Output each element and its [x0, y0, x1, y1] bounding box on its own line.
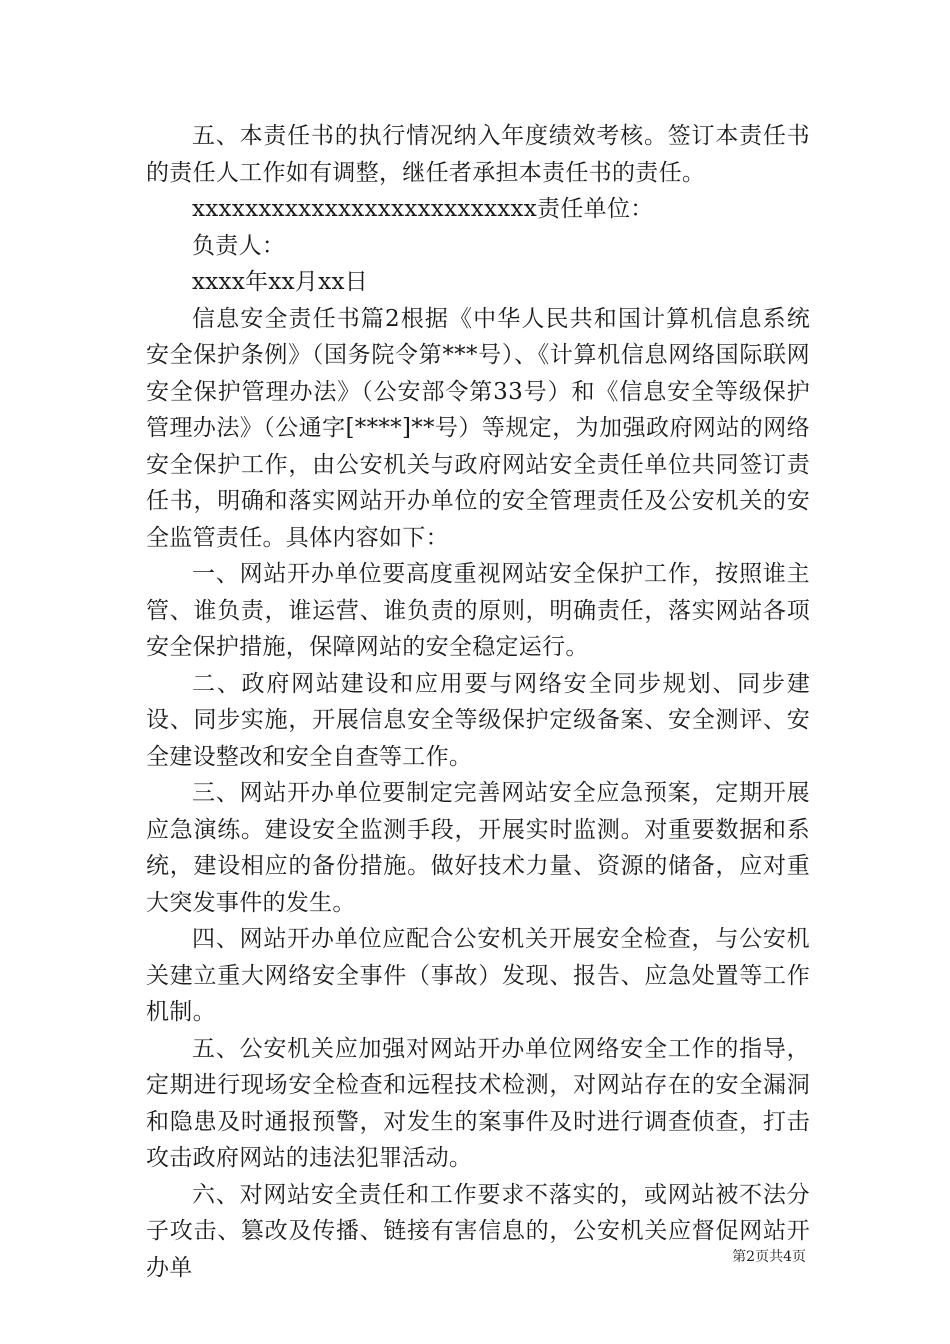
paragraph-item-1: 一、网站开办单位要高度重视网站安全保护工作，按照谁主管、谁负责，谁运营、谁负责的原则，明确责任，落实网站各项安全保护措施，保障网站的安全稳定运行。	[146, 561, 810, 660]
paragraph-clause-5-performance: 五、本责任书的执行情况纳入年度绩效考核。签订本责任书的责任人工作如有调整，继任者承担本责任书的责任。	[146, 123, 810, 186]
paragraph-item-5: 五、公安机关应加强对网站开办单位网络安全工作的指导，定期进行现场安全检查和远程技术检测，对网站存在的安全漏洞和隐患及时通报预警，对发生的案事件及时进行调查侦查，打击攻击政府网站的违法犯罪活动。	[146, 1035, 810, 1171]
paragraph-article-2-intro: 信息安全责任书篇2根据《中华人民共和国计算机信息系统安全保护条例》（国务院令第***号）、《计算机信息网络国际联网安全保护管理办法》（公安部令第33号）和《信息安全等级保护管理办法》（公通字[****]**号）等规定，为加强政府网站的网络安全保护工作，由公安机关与政府网站安全责任单位共同签订责任书，明确和落实网站开办单位的安全管理责任及公安机关的安全监管责任。具体内容如下：	[146, 305, 810, 551]
paragraph-item-3: 三、网站开办单位要制定完善网站安全应急预案，定期开展应急演练。建设安全监测手段，开展实时监测。对重要数据和系统，建设相应的备份措施。做好技术力量、资源的储备，应对重大突发事件的发生。	[146, 780, 810, 916]
paragraph-item-6: 六、对网站安全责任和工作要求不落实的，或网站被不法分子攻击、篡改及传播、链接有害信息的，公安机关应督促网站开办单	[146, 1181, 810, 1281]
page-number: 第2页共4页	[732, 1249, 806, 1265]
paragraph-item-4: 四、网站开办单位应配合公安机关开展安全检查，与公安机关建立重大网络安全事件（事故）发现、报告、应急处置等工作机制。	[146, 926, 810, 1025]
paragraph-date: xxxx年xx月xx日	[192, 269, 369, 295]
paragraph-responsible-unit: xxxxxxxxxxxxxxxxxxxxxxxxxx责任单位：	[192, 196, 654, 222]
paragraph-person-in-charge: 负责人：	[192, 232, 286, 259]
paragraph-item-2: 二、政府网站建设和应用要与网络安全同步规划、同步建设、同步实施，开展信息安全等级保护定级备案、安全测评、安全建设整改和安全自查等工作。	[146, 670, 810, 770]
document-body	[146, 118, 810, 1286]
